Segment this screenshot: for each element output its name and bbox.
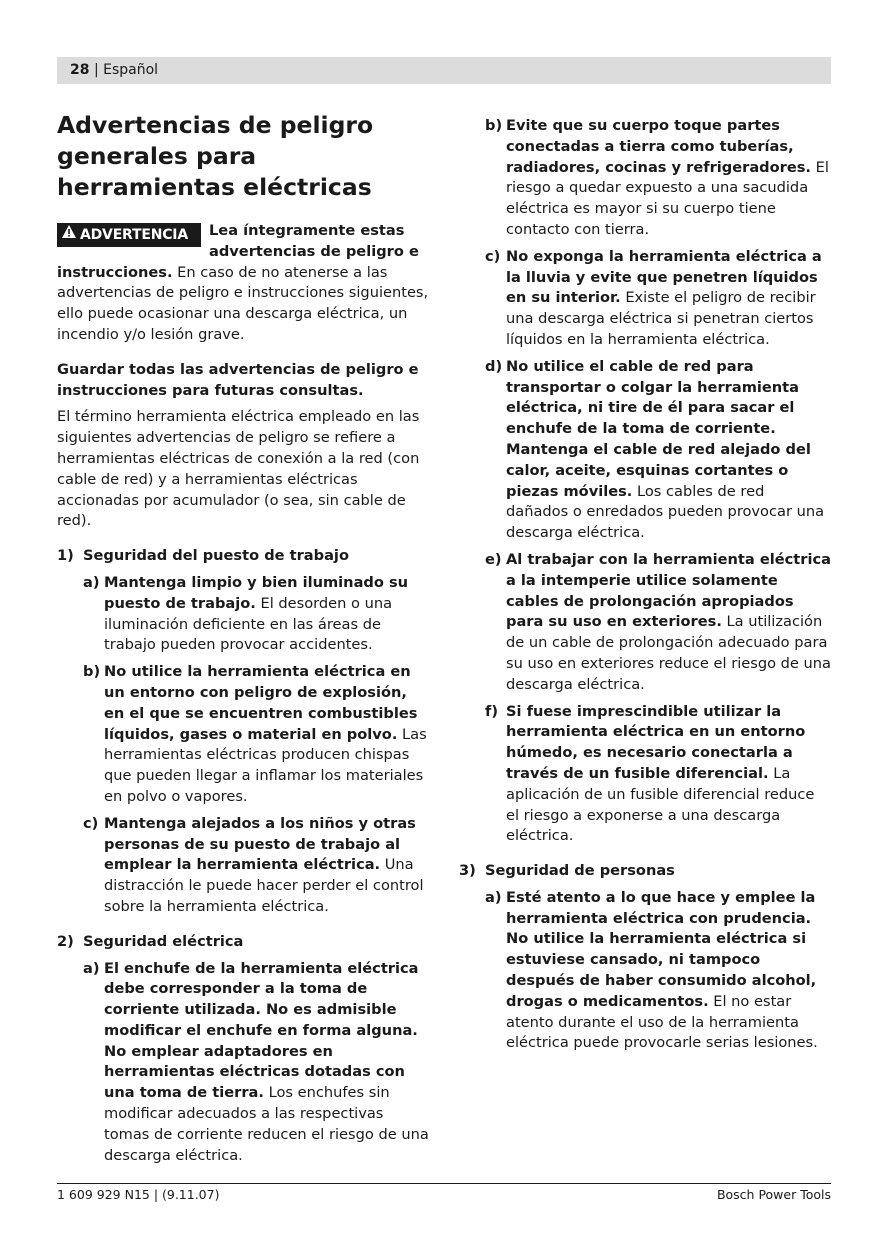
item-letter: d) [485,357,503,375]
keep-instructions: Guardar todas las advertencias de peligro e instrucciones para futuras consultas. [57,360,419,399]
footer-brand: Bosch Power Tools [716,1187,831,1202]
header-text [70,62,158,79]
section-number: 1) [57,547,74,565]
section-number: 3) [459,862,476,880]
item-letter: b) [83,663,101,681]
warning-badge-label: ADVERTENCIA [80,227,188,243]
item-text: El no estar atento durante el uso de la herramienta eléctrica puede provocarle serias lesiones. [506,992,818,1052]
item-bold: Esté atento a lo que hace y emplee la herramienta eléctrica con prudencia. No utilice la herramienta eléctrica si estuviese cansado, ni tampoco después de haber consumido alcohol, drogas o medicamentos. [506,888,817,1010]
section-number: 2) [57,932,74,950]
page-number: 28 [70,62,90,78]
item-text: La aplicación de un fusible diferencial reduce el riesgo a exponerse a una descarga eléctrica. [506,764,815,845]
item-text: Los enchufes sin modificar adecuados a las respectivas tomas de corriente reducen el riesgo de una descarga eléctrica. [104,1084,429,1164]
list-item [83,959,429,1167]
item-text: Los cables de red dañados o enredados pueden provocar una descarga eléctrica. [506,482,825,542]
section-1 [57,546,429,918]
item-text: El riesgo a quedar expuesto a una sacudida eléctrica es mayor si su cuerpo tiene contacto con tierra. [506,158,829,238]
item-bold: Mantenga alejados a los niños y otras personas de su puesto de trabajo al emplear la herramienta eléctrica. [104,814,416,874]
left-column [57,110,429,1166]
warning-lead-text: En caso de no atenerse a las advertencias de peligro e instrucciones siguientes, ello puede ocasionar una descarga eléctrica, un incendio y/o lesión grave. [57,263,429,343]
item-letter: f) [485,702,499,720]
item-letter: a) [485,888,502,906]
item-bold: No utilice el cable de red para transportar o colgar la herramienta eléctrica, ni tire de él para sacar el enchufe de la toma de corriente. Mantenga el cable de red alejado del calor, aceite, esquinas cortantes o piezas móviles. [506,357,811,500]
item-bold: No exponga la herramienta eléctrica a la lluvia y evite que penetren líquidos en su interior. [506,247,822,307]
list-item [83,814,429,918]
list-item [485,247,831,351]
item-letter: c) [485,247,501,265]
item-bold: El enchufe de la herramienta eléctrica debe corresponder a la toma de corriente utilizada. No es admisible modificar el enchufe en forma alguna. No emplear adaptadores en herramientas eléctricas dotadas con una toma de tierra. [104,959,419,1102]
footer-divider [57,1183,831,1184]
definition-paragraph: El término herramienta eléctrica empleado en las siguientes advertencias de peligro se refiere a herramientas eléctricas de conexión a la red (con cable de red) y a herramientas eléctricas accionadas por acumulador (o sea, sin cable de red). [57,408,420,530]
item-text: Una distracción le puede hacer perder el control sobre la herramienta eléctrica. [104,856,424,915]
section-title: Seguridad eléctrica [83,932,244,950]
list-item [83,573,429,656]
section-2 [57,932,429,1167]
item-letter: e) [485,550,502,568]
list-item [83,662,429,808]
list-item [485,550,831,696]
item-bold: Si fuese imprescindible utilizar la herramienta eléctrica en un entorno húmedo, es necesario conectarla a través de un fusible diferencial. [506,702,806,782]
item-text: Existe el peligro de recibir una descarga eléctrica si penetran ciertos líquidos en la herramienta eléctrica. [506,289,816,348]
footer-document-id: 1 609 929 N15 | (9.11.07) [57,1187,220,1202]
item-text: Las herramientas eléctricas producen chispas que pueden llegar a inflamar los materiales en polvo o vapores. [104,725,427,805]
header-separator: | [93,62,99,78]
right-column [459,116,831,1060]
item-bold: Al trabajar con la herramienta eléctrica a la intemperie utilice solamente cables de prolongación apropiados para su uso en exteriores. [506,550,831,631]
item-text: La utilización de un cable de prolongación adecuado para su uso en exteriores reduce el riesgo de una descarga eléctrica. [506,613,831,693]
list-item [485,702,831,848]
item-letter: a) [83,959,100,977]
header-language: Español [103,62,159,78]
list-item [485,888,831,1054]
list-item [485,116,831,241]
section-title: Seguridad del puesto de trabajo [83,547,349,565]
page-title: Advertencias de peligro generales para herramientas eléctricas [57,111,374,201]
item-letter: a) [83,573,100,591]
warning-triangle-icon [61,223,77,247]
section-title: Seguridad de personas [485,862,675,880]
item-bold: Mantenga limpio y bien iluminado su puesto de trabajo. [104,573,409,612]
page-header [57,57,831,84]
list-item [485,357,831,544]
item-text: El desorden o una iluminación deficiente en las áreas de trabajo pueden provocar accidentes. [104,594,393,654]
item-letter: c) [83,814,99,832]
warning-lead-bold: Lea íntegramente estas advertencias de peligro e instrucciones. [57,222,419,281]
warning-block [57,221,429,346]
item-bold: Evite que su cuerpo toque partes conectadas a tierra como tuberías, radiadores, cocinas y refrigeradores. [506,117,811,176]
section-3 [459,861,831,1054]
item-bold: No utilice la herramienta eléctrica en un entorno con peligro de explosión, en el que se encuentren combustibles líquidos, gases o material en polvo. [104,663,418,743]
warning-badge [57,223,201,247]
item-letter: b) [485,117,503,134]
